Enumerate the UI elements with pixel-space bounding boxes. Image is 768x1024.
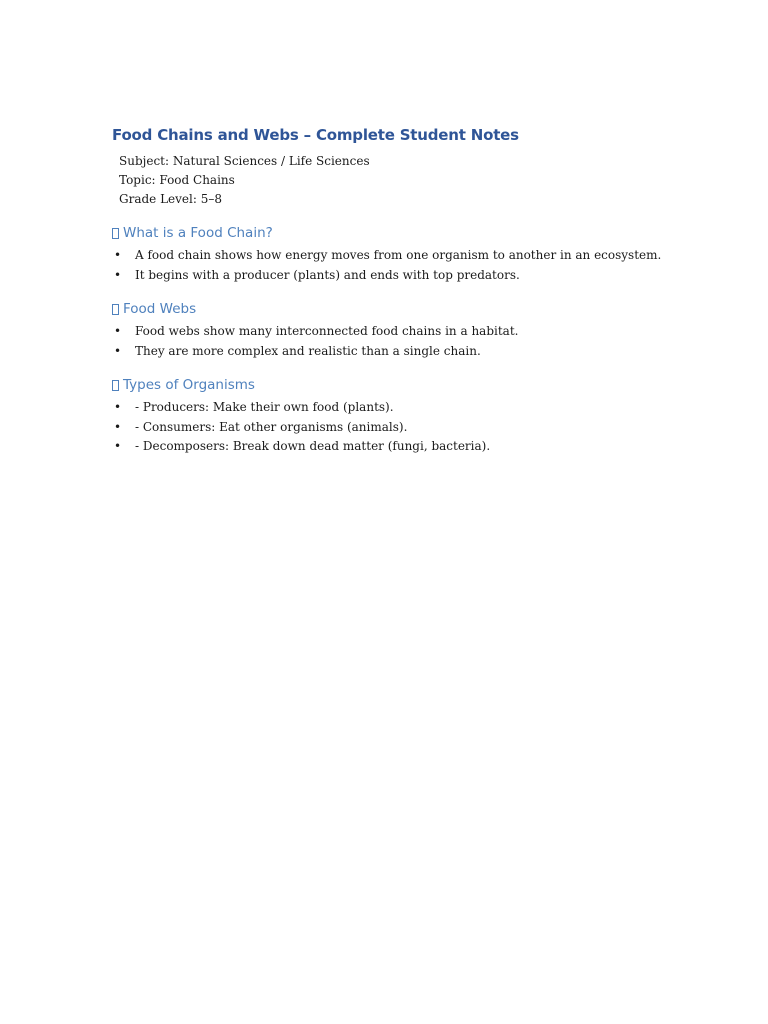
bullet-icon: • — [114, 324, 122, 338]
bullet-icon: • — [114, 400, 122, 414]
missing-glyph-icon — [112, 304, 119, 315]
document-content — [112, 124, 672, 457]
bullet-list-food-webs — [112, 322, 672, 361]
bullet-icon: • — [114, 439, 122, 453]
document-meta — [119, 152, 672, 209]
meta-grade-level: Grade Level: 5–8 — [119, 192, 222, 206]
list-item — [112, 246, 672, 266]
missing-glyph-icon — [112, 228, 119, 239]
section-heading-food-chain — [112, 223, 672, 243]
list-item — [112, 418, 672, 438]
list-item-text: It begins with a producer (plants) and ends with top predators. — [135, 267, 520, 282]
list-item-text: A food chain shows how energy moves from one organism to another in an ecosystem. — [135, 248, 662, 262]
bullet-icon: • — [114, 267, 122, 282]
bullet-icon: • — [114, 419, 122, 434]
list-item-text: They are more complex and realistic than a single chain. — [135, 343, 481, 358]
section-heading-label: Food Webs — [123, 301, 197, 317]
list-item-text: - Producers: Make their own food (plants). — [135, 400, 394, 414]
list-item-text: - Consumers: Eat other organisms (animals). — [135, 419, 408, 434]
bullet-list-types-of-organisms — [112, 398, 672, 457]
missing-glyph-icon — [112, 380, 119, 391]
list-item — [112, 322, 672, 342]
list-item — [112, 342, 672, 362]
list-item — [112, 266, 672, 286]
bullet-icon: • — [114, 343, 122, 358]
list-item — [112, 398, 672, 418]
bullet-icon: • — [114, 248, 122, 262]
list-item-text: Food webs show many interconnected food chains in a habitat. — [135, 324, 519, 338]
section-heading-label: Types of Organisms — [123, 377, 255, 393]
meta-topic: Topic: Food Chains — [119, 173, 235, 187]
bullet-list-food-chain — [112, 246, 672, 285]
section-heading-food-webs — [112, 299, 672, 319]
list-item — [112, 437, 672, 457]
section-heading-label: What is a Food Chain? — [123, 225, 273, 241]
section-heading-types-of-organisms — [112, 375, 672, 395]
list-item-text: - Decomposers: Break down dead matter (fungi, bacteria). — [135, 439, 491, 453]
meta-subject: Subject: Natural Sciences / Life Sciences — [119, 154, 370, 168]
document-title: Food Chains and Webs – Complete Student Notes — [112, 126, 519, 144]
